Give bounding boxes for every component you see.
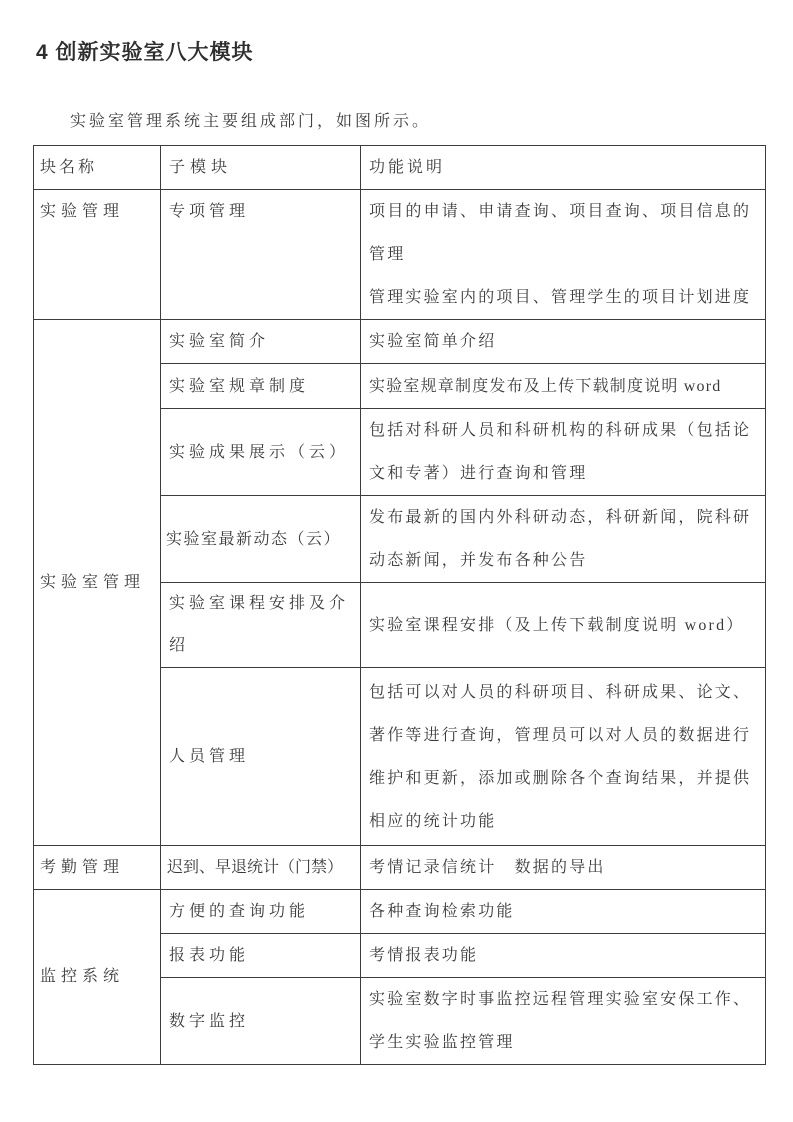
submodule-cell: 实验室课程安排及介绍 — [161, 583, 361, 668]
table-header-row — [34, 146, 766, 190]
description-paragraph: 各种查询检索功能 — [369, 903, 515, 920]
description-paragraph: 管理实验室内的项目、管理学生的项目计划进度 — [369, 289, 752, 306]
description-paragraph: 考情记录信统计 数据的导出 — [369, 859, 606, 876]
group-cell: 实验管理 — [34, 190, 161, 320]
description-cell — [361, 668, 766, 846]
submodule-cell: 专项管理 — [161, 190, 361, 320]
description-paragraph: 实验室数字时事监控远程管理实验室安保工作、学生实验监控管理 — [369, 991, 752, 1051]
description-cell — [361, 190, 766, 320]
group-cell: 监控系统 — [34, 890, 161, 1065]
description-cell — [361, 583, 766, 668]
submodule-cell: 数字监控 — [161, 978, 361, 1065]
description-cell — [361, 846, 766, 890]
submodule-cell: 实验室最新动态（云） — [161, 496, 361, 583]
table-row — [34, 190, 766, 320]
description-paragraph: 考情报表功能 — [369, 947, 479, 964]
submodule-cell: 实验室简介 — [161, 320, 361, 364]
description-cell — [361, 890, 766, 934]
table-row — [34, 846, 766, 890]
description-cell — [361, 978, 766, 1065]
group-cell: 实验室管理 — [34, 320, 161, 846]
description-paragraph: 实验室规章制度发布及上传下载制度说明 word — [369, 377, 722, 395]
modules-table — [33, 145, 766, 1065]
description-paragraph: 包括对科研人员和科研机构的科研成果（包括论文和专著）进行查询和管理 — [369, 422, 752, 482]
submodule-cell: 迟到、早退统计（门禁） — [161, 846, 361, 890]
header-function-desc: 功能说明 — [361, 146, 766, 190]
submodule-cell: 报表功能 — [161, 934, 361, 978]
description-cell — [361, 409, 766, 496]
intro-text: 实验室管理系统主要组成部门，如图所示。 — [70, 113, 432, 130]
group-cell: 考勤管理 — [34, 846, 161, 890]
page-title: 4 创新实验室八大模块 — [36, 41, 254, 64]
description-paragraph: 实验室简单介绍 — [369, 333, 497, 350]
description-paragraph: 包括可以对人员的科研项目、科研成果、论文、著作等进行查询，管理员可以对人员的数据进行维护和更新，添加或删除各个查询结果，并提供相应的统计功能 — [369, 683, 752, 830]
submodule-cell: 实验室规章制度 — [161, 364, 361, 409]
description-paragraph: 项目的申请、申请查询、项目查询、项目信息的管理 — [369, 203, 752, 263]
header-submodule: 子模块 — [161, 146, 361, 190]
table-row — [34, 320, 766, 364]
description-cell — [361, 496, 766, 583]
description-paragraph: 发布最新的国内外科研动态，科研新闻，院科研动态新闻，并发布各种公告 — [369, 509, 752, 569]
submodule-cell: 方便的查询功能 — [161, 890, 361, 934]
description-paragraph: 实验室课程安排（及上传下载制度说明 word） — [369, 616, 745, 634]
description-cell — [361, 364, 766, 409]
table-row — [34, 890, 766, 934]
submodule-cell: 实验成果展示（云） — [161, 409, 361, 496]
description-cell — [361, 320, 766, 364]
description-cell — [361, 934, 766, 978]
submodule-cell: 人员管理 — [161, 668, 361, 846]
header-block-name: 块名称 — [34, 146, 161, 190]
